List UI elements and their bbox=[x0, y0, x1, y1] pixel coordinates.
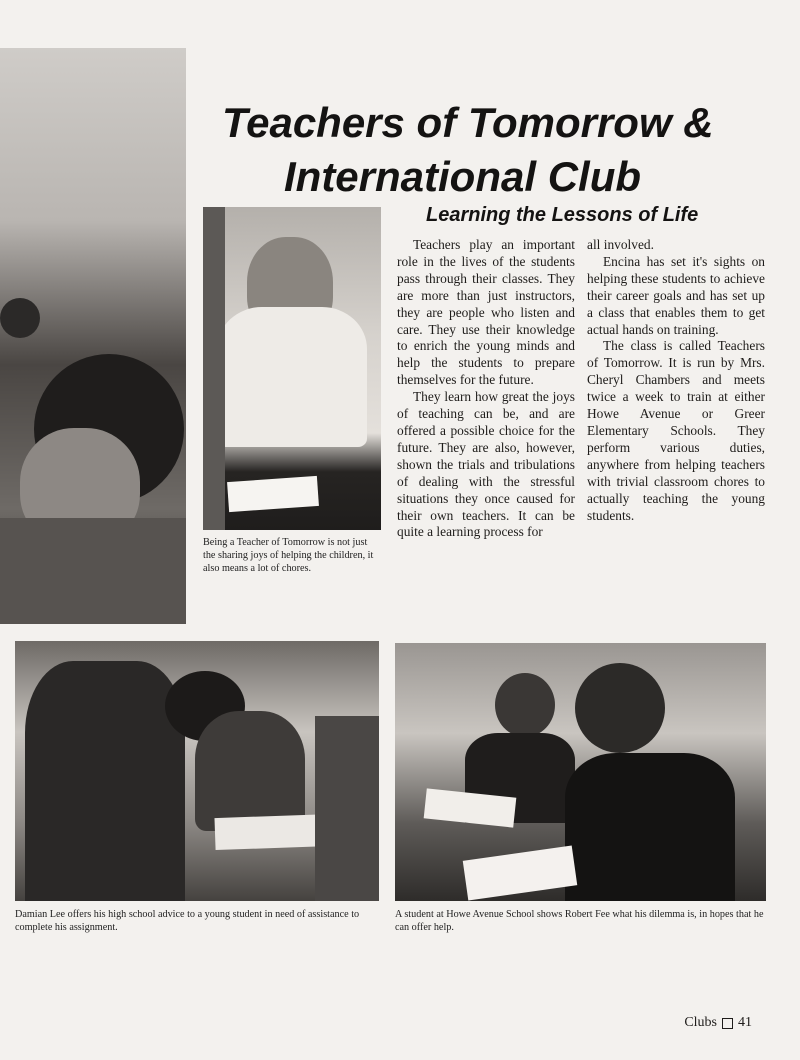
paragraph: Encina has set it's sights on helping these students to achieve their career goals and has set up a class that enables them to get actual hands on training. bbox=[587, 253, 765, 337]
caption-teacher-photo: Being a Teacher of Tomorrow is not just the sharing joys of helping the children, it also means a lot of chores. bbox=[203, 537, 374, 574]
article-subtitle: Learning the Lessons of Life bbox=[426, 204, 699, 226]
caption-howe-photo: A student at Howe Avenue School shows Robert Fee what his dilemma is, in hopes that he can offer help. bbox=[395, 909, 764, 933]
page-folio bbox=[684, 1015, 752, 1031]
photo-boy-thinking bbox=[0, 48, 186, 624]
page-number: 41 bbox=[738, 1015, 752, 1030]
paragraph: all involved. bbox=[587, 237, 654, 252]
article-column-1 bbox=[397, 237, 575, 541]
photo-damian-helping bbox=[15, 641, 379, 901]
photo-teacher-at-desk bbox=[203, 207, 381, 530]
paragraph: Teachers play an important role in the lives of the students pass through their classes. They are more than just instructors, they are people who listen and care. They use their knowledge to enrich the young minds and help the students to prepare themselves for the future. bbox=[397, 237, 575, 388]
page-title-line-1: Teachers of Tomorrow & bbox=[222, 99, 714, 146]
section-name: Clubs bbox=[684, 1015, 717, 1030]
photo-howe-avenue-student bbox=[395, 643, 766, 901]
article-column-2 bbox=[587, 237, 765, 524]
caption-damian-photo: Damian Lee offers his high school advice to a young student in need of assistance to complete his assignment. bbox=[15, 909, 360, 933]
paragraph: The class is called Teachers of Tomorrow. It is run by Mrs. Cheryl Chambers and meets twice a week to train at either Howe Avenue or Greer Elementary Schools. They perform various duties, anywhere from helping teachers with trivial classroom chores to actually teaching the young students. bbox=[587, 338, 765, 523]
paragraph: They learn how great the joys of teaching can be, and are offered a possible choice for the future. They are also, however, shown the trials and tribulations of dealing with the stressful situations they once caused for their own teachers. It can be quite a learning process for bbox=[397, 389, 575, 540]
page-title-line-2: International Club bbox=[284, 153, 641, 200]
square-icon bbox=[722, 1018, 733, 1029]
